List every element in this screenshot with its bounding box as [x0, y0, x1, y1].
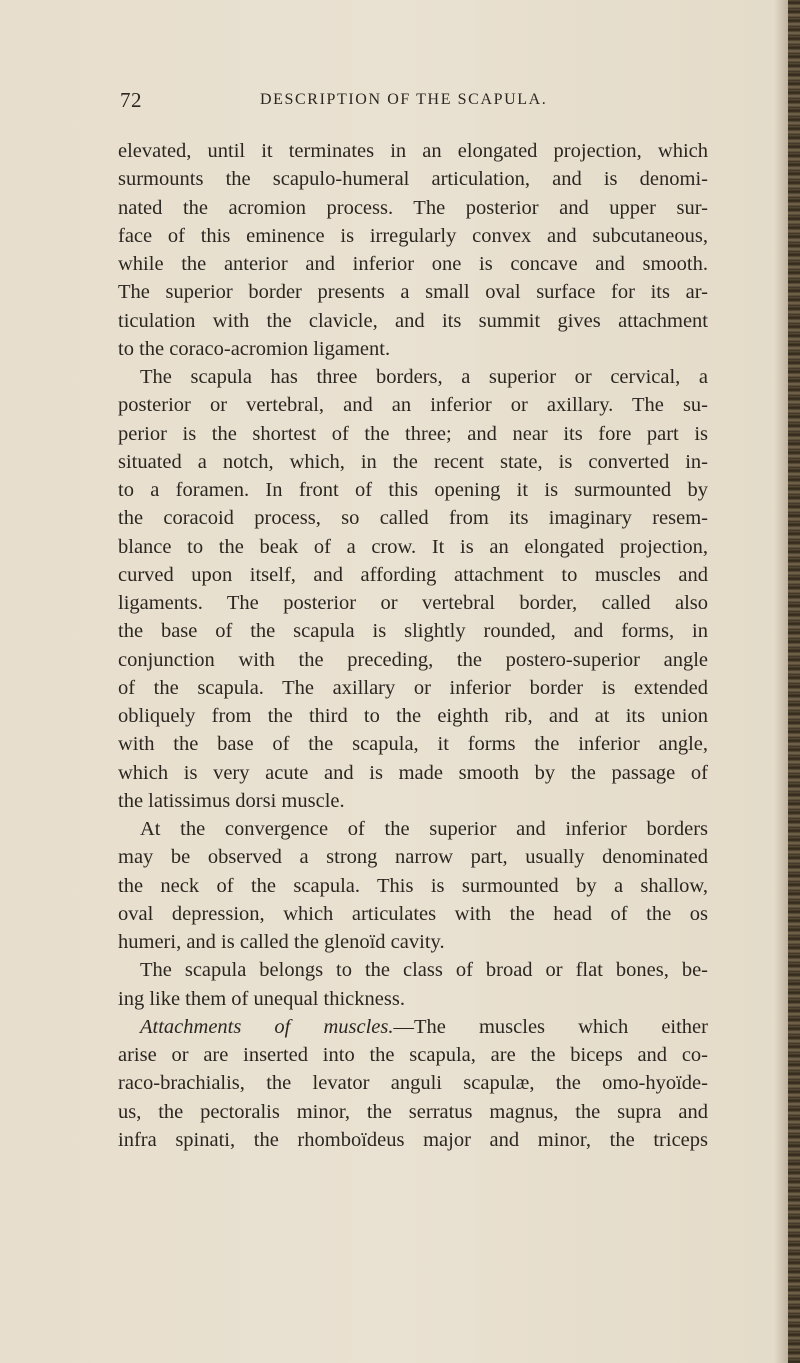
text-line: ligaments. The posterior or vertebral border, called also [118, 592, 708, 614]
running-head: DESCRIPTION OF THE SCAPULA. [260, 91, 548, 108]
text-line: obliquely from the third to the eighth rib, and at its union [118, 705, 708, 727]
text-line: to a foramen. In front of this opening it is surmounted by [118, 479, 708, 501]
text-line: perior is the shortest of the three; and near its fore part is [118, 422, 708, 445]
text-line: ticulation with the clavicle, and its summit gives attachment [118, 309, 708, 332]
text-line: surmounts the scapulo-humeral articulation, and is denomi- [118, 168, 708, 191]
text-line: humeri, and is called the glenoïd cavity. [118, 931, 445, 953]
text-line: infra spinati, the rhomboïdeus major and minor, the triceps [118, 1128, 708, 1151]
text-line: the coracoid process, so called from its imaginary resem- [118, 507, 708, 530]
text-line: to the coraco-acromion ligament. [118, 337, 391, 360]
text-line-subheading [118, 1013, 708, 1041]
text-line: The superior border presents a small oval surface for its ar- [118, 281, 708, 304]
text-line: conjunction with the preceding, the postero-superior angle [118, 648, 708, 671]
text-line: At the convergence of the superior and inferior borders [140, 818, 708, 840]
text-line: with the base of the scapula, it forms the inferior angle, [118, 733, 708, 756]
text-line: while the anterior and inferior one is concave and smooth. [118, 253, 708, 275]
text-line: face of this eminence is irregularly convex and subcutaneous, [118, 224, 708, 247]
text-line: The scapula has three borders, a superior or cervical, a [140, 366, 708, 388]
book-spine-edge [788, 0, 800, 1363]
text-line: may be observed a strong narrow part, usually denominated [118, 846, 708, 869]
page-header [120, 88, 720, 118]
text-line: raco-brachialis, the levator anguli scapulæ, the omo-hyoïde- [118, 1072, 708, 1095]
text-line-rest: —The muscles which either [393, 1015, 708, 1038]
text-line: situated a notch, which, in the recent state, is converted in- [118, 450, 708, 473]
text-line: blance to the beak of a crow. It is an elongated projection, [118, 535, 708, 558]
text-line: posterior or vertebral, and an inferior or axillary. The su- [118, 394, 708, 417]
text-line: the base of the scapula is slightly rounded, and forms, in [118, 620, 708, 643]
text-line: curved upon itself, and affording attachment to muscles and [118, 563, 708, 586]
text-line: the neck of the scapula. This is surmounted by a shallow, [118, 874, 708, 897]
page-number: 72 [120, 88, 142, 112]
page-edge-shadow [774, 0, 788, 1363]
text-line: us, the pectoralis minor, the serratus magnus, the supra and [118, 1100, 708, 1123]
text-line: The scapula belongs to the class of broad or flat bones, be- [140, 959, 708, 982]
text-line: oval depression, which articulates with the head of the os [118, 902, 708, 925]
body-text [118, 137, 708, 1154]
text-line: elevated, until it terminates in an elongated projection, which [118, 140, 708, 162]
text-line: of the scapula. The axillary or inferior border is extended [118, 676, 708, 699]
text-line: which is very acute and is made smooth by the passage of [118, 761, 708, 784]
text-line: nated the acromion process. The posterior and upper sur- [118, 196, 708, 219]
section-subheading: Attachments of muscles. [140, 1015, 394, 1038]
text-line: arise or are inserted into the scapula, are the biceps and co- [118, 1044, 708, 1066]
text-line: ing like them of unequal thickness. [118, 987, 405, 1010]
text-line: the latissimus dorsi muscle. [118, 789, 345, 812]
